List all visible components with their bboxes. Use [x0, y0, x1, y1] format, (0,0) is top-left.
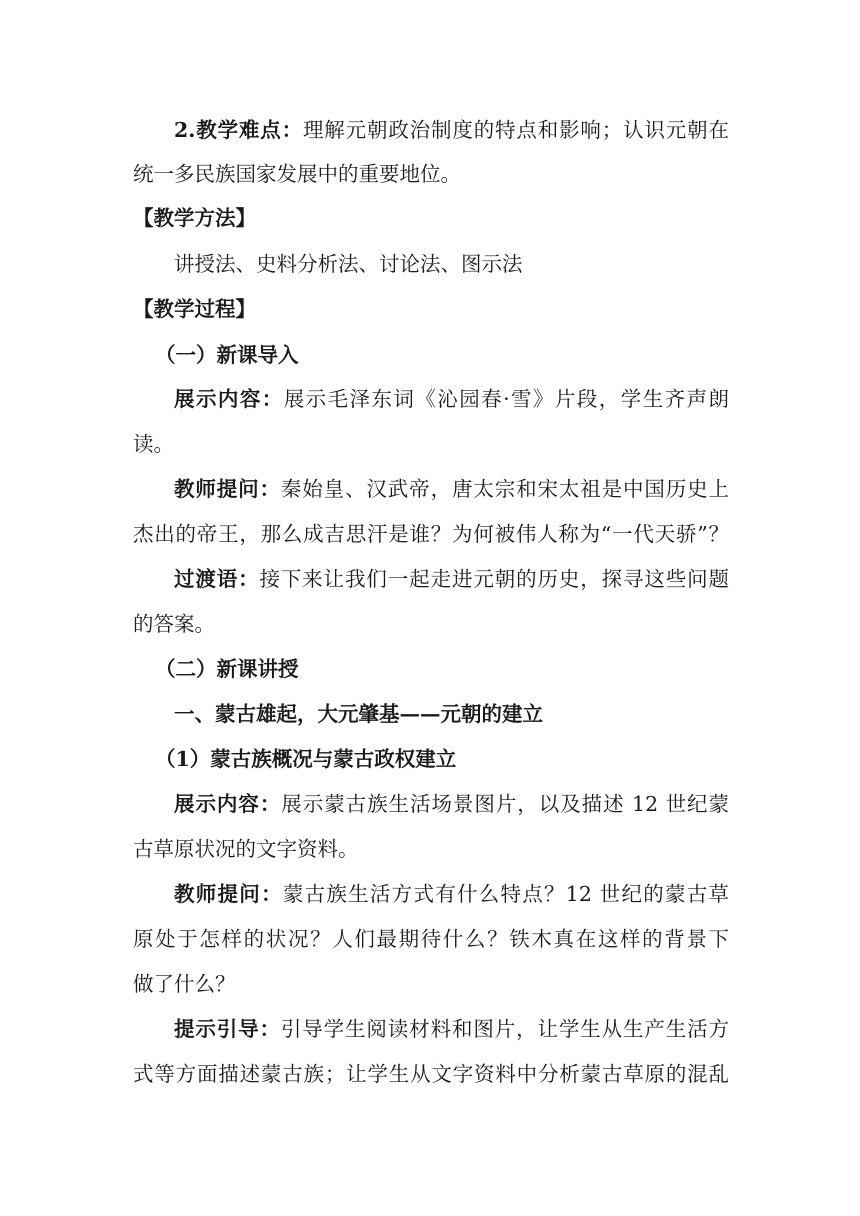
lecture-question-label: 教师提问： — [174, 882, 283, 906]
difficulty-label: 2.教学难点： — [174, 118, 303, 142]
section-1-heading: 一、蒙古雄起，大元肇基——元朝的建立 — [174, 702, 543, 726]
difficulty-line-2: 统一多民族国家发展中的重要地位。 — [133, 162, 461, 186]
intro-transition-label: 过渡语： — [174, 567, 260, 591]
process-heading: 【教学过程】 — [133, 297, 256, 321]
methods-text: 讲授法、史料分析法、讨论法、图示法 — [174, 252, 523, 276]
intro-question-line-1: 教师提问：秦始皇、汉武帝，唐太宗和宋太祖是中国历史上 — [174, 477, 730, 501]
intro-show-line-1: 展示内容：展示毛泽东词《沁园春·雪》片段，学生齐声朗 — [174, 387, 730, 411]
difficulty-line-1 — [133, 116, 729, 144]
intro-show-label: 展示内容： — [174, 387, 284, 411]
lecture-question-line-3: 做了什么？ — [133, 972, 236, 996]
lecture-show-line-2: 古草原状况的文字资料。 — [133, 837, 359, 861]
intro-heading: （一）新课导入 — [155, 343, 299, 367]
intro-question-line-2: 杰出的帝王，那么成吉思汗是谁？为何被伟人称为“一代天骄”？ — [133, 522, 729, 546]
methods-heading: 【教学方法】 — [133, 206, 256, 230]
intro-transition-line-1: 过渡语：接下来让我们一起走进元朝的历史，探寻这些问题 — [174, 567, 730, 591]
lecture-question-line-1: 教师提问：蒙古族生活方式有什么特点？12 世纪的蒙古草 — [174, 882, 730, 906]
lecture-show-line-1: 展示内容：展示蒙古族生活场景图片，以及描述 12 世纪蒙 — [174, 792, 729, 816]
subsection-1-heading: （1）蒙古族概况与蒙古政权建立 — [155, 747, 457, 771]
difficulty-text-1: 理解元朝政治制度的特点和影响；认识元朝在 — [302, 118, 729, 142]
intro-question-label: 教师提问： — [174, 477, 281, 501]
intro-show-line-2: 读。 — [133, 432, 174, 456]
lecture-question-line-2: 原处于怎样的状况？人们最期待什么？铁木真在这样的背景下 — [133, 927, 729, 951]
lecture-hint-line-1: 提示引导：引导学生阅读材料和图片，让学生从生产生活方 — [174, 1017, 730, 1041]
lecture-show-label: 展示内容： — [174, 792, 282, 816]
lecture-hint-line-2: 式等方面描述蒙古族；让学生从文字资料中分析蒙古草原的混乱 — [133, 1062, 729, 1086]
lecture-hint-label: 提示引导： — [174, 1017, 281, 1041]
lecture-heading: （二）新课讲授 — [155, 657, 299, 681]
intro-transition-line-2: 的答案。 — [133, 612, 215, 636]
